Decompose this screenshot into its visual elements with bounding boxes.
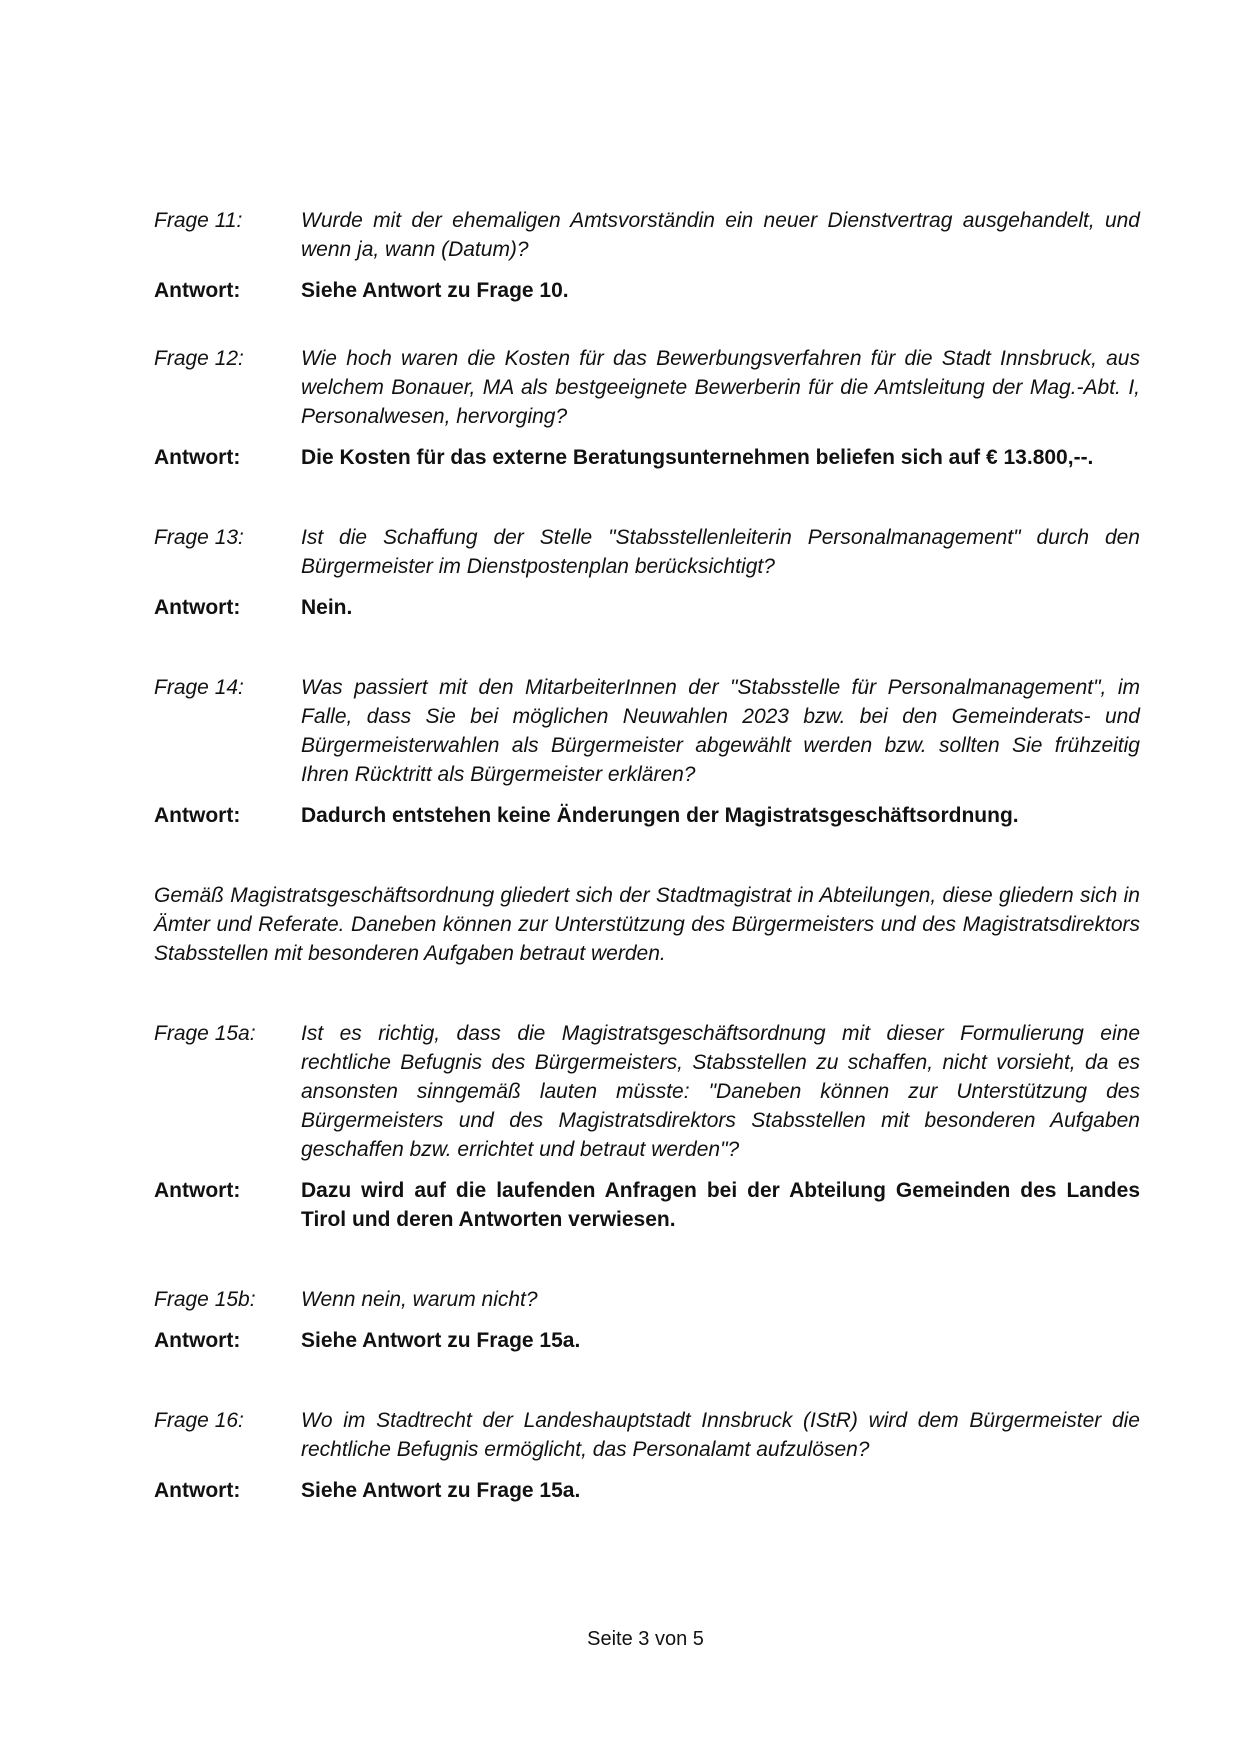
question-text: Wurde mit der ehemaligen Amtsvorständin ein neuer Dienstvertrag ausgehandelt, und wenn ja, wann (Datum)?: [301, 209, 1140, 261]
answer-text: Siehe Antwort zu Frage 10.: [301, 279, 569, 302]
question-label: Frage 15a:: [154, 1022, 256, 1045]
page-footer: [0, 1626, 1241, 1652]
question-text: Wo im Stadtrecht der Landeshauptstadt Innsbruck (IStR) wird dem Bürgermeister die rechtliche Befugnis ermöglicht, das Personalamt aufzulösen?: [301, 1409, 1140, 1461]
answer-13: [154, 593, 1140, 622]
question-label: Frage 14:: [154, 676, 244, 699]
question-text: Wie hoch waren die Kosten für das Bewerbungsverfahren für die Stadt Innsbruck, aus welchem Bonauer, MA als bestgeeignete Bewerberin für die Amtsleitung der Mag.-Abt. I, Personalwesen, hervorging?: [301, 347, 1140, 428]
answer-14: [154, 801, 1140, 830]
question-text: Ist die Schaffung der Stelle "Stabsstellenleiterin Personalmanagement" durch den Bürgermeister im Dienstpostenplan berücksichtigt?: [301, 526, 1140, 578]
answer-label: Antwort:: [154, 804, 241, 827]
question-label: Frage 11:: [154, 209, 243, 232]
answer-15b: [154, 1326, 1140, 1355]
answer-text: Dazu wird auf die laufenden Anfragen bei der Abteilung Gemeinden des Landes Tirol und deren Antworten verwiesen.: [301, 1179, 1140, 1231]
answer-text: Dadurch entstehen keine Änderungen der Magistratsgeschäftsordnung.: [301, 804, 1019, 827]
answer-text: Die Kosten für das externe Beratungsunternehmen beliefen sich auf € 13.800,--.: [301, 446, 1094, 469]
document-page: [154, 206, 1140, 1505]
question-14: [154, 673, 1140, 789]
question-13: [154, 523, 1140, 581]
answer-label: Antwort:: [154, 1479, 241, 1502]
answer-text: Nein.: [301, 596, 353, 619]
answer-label: Antwort:: [154, 279, 241, 302]
answer-text: Siehe Antwort zu Frage 15a.: [301, 1479, 581, 1502]
question-text: Wenn nein, warum nicht?: [301, 1288, 538, 1311]
question-12: [154, 344, 1140, 431]
page-number: Seite 3 von 5: [587, 1628, 704, 1650]
answer-11: [154, 276, 1140, 305]
question-11: [154, 206, 1140, 264]
answer-16: [154, 1476, 1140, 1505]
question-text: Ist es richtig, dass die Magistratsgeschäftsordnung mit dieser Formulierung eine rechtliche Befugnis des Bürgermeisters, Stabsstellen zu schaffen, nicht vorsieht, da es ansonsten sinngemäß lauten müsste: "Daneben können zur Unterstützung des Bürgermeisters und des Magistratsdirektors Stabsstellen mit besonderen Aufgaben geschaffen bzw. errichtet und betraut werden"?: [301, 1022, 1140, 1161]
question-label: Frage 16:: [154, 1409, 244, 1432]
question-16: [154, 1406, 1140, 1464]
question-15b: [154, 1285, 1140, 1314]
question-15a: [154, 1019, 1140, 1164]
answer-label: Antwort:: [154, 1179, 241, 1202]
intro-paragraph: Gemäß Magistratsgeschäftsordnung gliedert sich der Stadtmagistrat in Abteilungen, diese gliedern sich in Ämter und Referate. Daneben können zur Unterstützung des Bürgermeisters und des Magistratsdirektors Stabsstellen mit besonderen Aufgaben betraut werden.: [154, 884, 1140, 965]
question-label: Frage 13:: [154, 526, 244, 549]
question-text: Was passiert mit den MitarbeiterInnen der "Stabsstelle für Personalmanagement", im Falle, dass Sie bei möglichen Neuwahlen 2023 bzw. bei den Gemeinderats- und Bürgermeisterwahlen als Bürgermeister abgewählt werden bzw. sollten Sie frühzeitig Ihren Rücktritt als Bürgermeister erklären?: [301, 676, 1140, 786]
answer-label: Antwort:: [154, 596, 241, 619]
question-label: Frage 15b:: [154, 1288, 256, 1311]
question-label: Frage 12:: [154, 347, 244, 370]
answer-12: [154, 443, 1140, 472]
answer-label: Antwort:: [154, 446, 241, 469]
answer-text: Siehe Antwort zu Frage 15a.: [301, 1329, 581, 1352]
answer-label: Antwort:: [154, 1329, 241, 1352]
answer-15a: [154, 1176, 1140, 1234]
